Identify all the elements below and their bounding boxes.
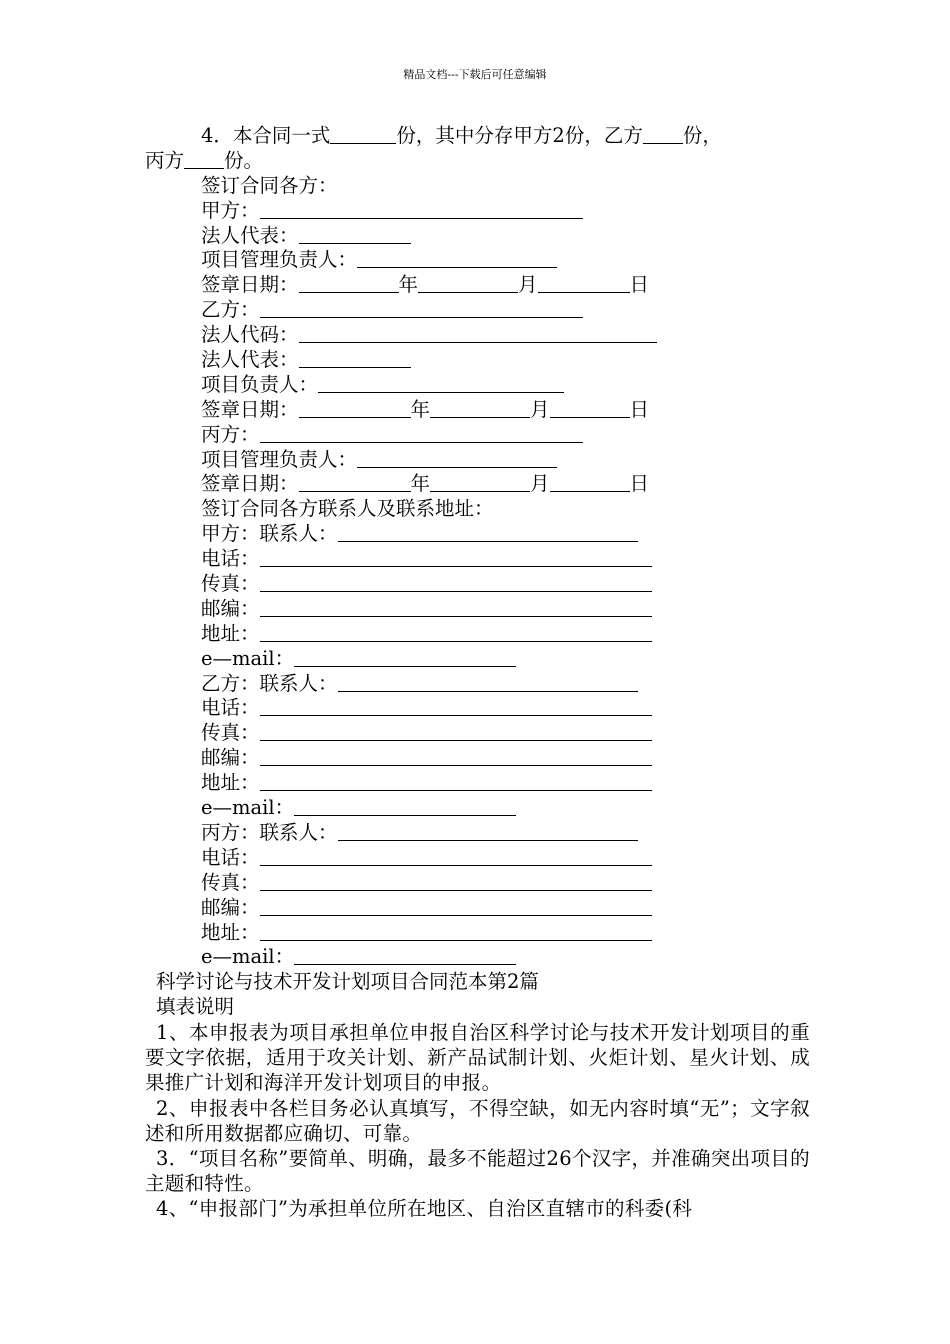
phone-label: 电话： bbox=[201, 547, 260, 571]
fax-label: 传真： bbox=[201, 572, 260, 596]
clause-4-text: 4．本合同一式 bbox=[201, 124, 331, 147]
party-a-row bbox=[145, 199, 810, 224]
day-field[interactable] bbox=[538, 274, 630, 293]
day-label: 日 bbox=[629, 273, 650, 297]
party-a-date-row bbox=[145, 273, 810, 298]
fax-field[interactable] bbox=[260, 573, 652, 592]
post-field[interactable] bbox=[260, 747, 652, 766]
party-b-date-row bbox=[145, 398, 810, 423]
fax-field[interactable] bbox=[260, 722, 652, 741]
contacts-title: 签订合同各方联系人及联系地址： bbox=[201, 497, 494, 521]
a-phone-row bbox=[145, 547, 810, 572]
year-label: 年 bbox=[410, 397, 431, 421]
email-field[interactable] bbox=[294, 946, 516, 965]
sign-title: 签订合同各方： bbox=[201, 173, 338, 197]
clause-4-text: 份。 bbox=[224, 148, 264, 172]
party-c-manager-row bbox=[145, 448, 810, 473]
month-field[interactable] bbox=[418, 274, 518, 293]
date-label: 签章日期： bbox=[201, 472, 299, 496]
legal-rep-field[interactable] bbox=[299, 349, 411, 368]
phone-field[interactable] bbox=[260, 548, 652, 567]
party-b-row bbox=[145, 298, 810, 323]
b-email-row bbox=[145, 796, 810, 821]
month-field[interactable] bbox=[430, 399, 530, 418]
c-email-row bbox=[145, 945, 810, 970]
address-label: 地址： bbox=[201, 621, 260, 645]
year-label: 年 bbox=[398, 273, 419, 297]
phone-label: 电话： bbox=[201, 696, 260, 720]
party-c-row bbox=[145, 423, 810, 448]
manager-label: 项目管理负责人： bbox=[201, 248, 358, 272]
fill-instructions-title: 填表说明 bbox=[156, 995, 235, 1019]
c-post-row bbox=[145, 896, 810, 921]
party-a-field[interactable] bbox=[260, 200, 583, 219]
party-a-rep-row bbox=[145, 224, 810, 249]
year-field[interactable] bbox=[299, 399, 411, 418]
c-fax-row bbox=[145, 871, 810, 896]
legal-code-label: 法人代码： bbox=[201, 323, 299, 347]
manager-field[interactable] bbox=[357, 449, 557, 468]
note-2: 2、申报表中各栏目务必认真填写，不得空缺，如无内容时填“无”；文字叙述和所用数据都应确切、可靠。 bbox=[145, 1096, 810, 1145]
phone-field[interactable] bbox=[260, 697, 652, 716]
phone-field[interactable] bbox=[260, 847, 652, 866]
b-post-row bbox=[145, 746, 810, 771]
year-label: 年 bbox=[410, 472, 431, 496]
legal-rep-field[interactable] bbox=[299, 225, 411, 244]
fax-field[interactable] bbox=[260, 872, 652, 891]
address-field[interactable] bbox=[260, 772, 652, 791]
fax-label: 传真： bbox=[201, 721, 260, 745]
party-a-label: 甲方： bbox=[201, 198, 260, 222]
party-c-label: 丙方： bbox=[201, 422, 260, 446]
party-c-field[interactable] bbox=[260, 424, 583, 443]
phone-label: 电话： bbox=[201, 845, 260, 869]
note-3: 3．“项目名称”要简单、明确，最多不能超过26个汉字，并准确突出项目的主题和特性。 bbox=[145, 1147, 810, 1196]
a-address-row bbox=[145, 622, 810, 647]
month-label: 月 bbox=[530, 397, 550, 421]
month-field[interactable] bbox=[430, 473, 530, 492]
party-b-rep-row bbox=[145, 348, 810, 373]
contact-field[interactable] bbox=[338, 673, 638, 692]
party-b-copies-blank[interactable] bbox=[643, 125, 683, 144]
b-address-row bbox=[145, 771, 810, 796]
address-field[interactable] bbox=[260, 623, 652, 642]
party-b-leader-row bbox=[145, 373, 810, 398]
a-post-row bbox=[145, 597, 810, 622]
day-field[interactable] bbox=[550, 399, 630, 418]
address-field[interactable] bbox=[260, 922, 652, 941]
contact-field[interactable] bbox=[338, 523, 638, 542]
article-title: 科学讨论与技术开发计划项目合同范本第2篇 bbox=[156, 970, 539, 994]
post-label: 邮编： bbox=[201, 596, 260, 620]
party-a-manager-row bbox=[145, 248, 810, 273]
clause-4-cont bbox=[145, 149, 810, 174]
clause-4-text: 份，其中分存甲方2份，乙方 bbox=[396, 124, 643, 147]
contact-label: 乙方：联系人： bbox=[201, 671, 338, 695]
contact-label: 丙方：联系人： bbox=[201, 820, 338, 844]
note-1: 1、本申报表为项目承担单位申报自治区科学讨论与技术开发计划项目的重要文字依据，适用于攻关计划、新产品试制计划、火炬计划、星火计划、成果推广计划和海洋开发计划项目的申报。 bbox=[145, 1021, 810, 1095]
page-header: 精品文档---下载后可任意编辑 bbox=[403, 68, 547, 81]
month-label: 月 bbox=[518, 273, 538, 297]
party-b-label: 乙方： bbox=[201, 298, 260, 322]
copies-blank[interactable] bbox=[330, 125, 396, 144]
party-b-field[interactable] bbox=[260, 299, 583, 318]
b-fax-row bbox=[145, 721, 810, 746]
address-label: 地址： bbox=[201, 771, 260, 795]
c-phone-row bbox=[145, 846, 810, 871]
manager-label: 项目管理负责人： bbox=[201, 447, 358, 471]
b-contact-row bbox=[145, 672, 810, 697]
note-4: 4、“申报部门”为承担单位所在地区、自治区直辖市的科委(科 bbox=[156, 1197, 693, 1221]
leader-field[interactable] bbox=[318, 374, 564, 393]
clause-4 bbox=[145, 124, 810, 149]
month-label: 月 bbox=[530, 472, 550, 496]
post-label: 邮编： bbox=[201, 746, 260, 770]
contact-label: 甲方：联系人： bbox=[201, 522, 338, 546]
leader-label: 项目负责人： bbox=[201, 372, 319, 396]
date-label: 签章日期： bbox=[201, 273, 299, 297]
b-phone-row bbox=[145, 696, 810, 721]
date-label: 签章日期： bbox=[201, 397, 299, 421]
email-field[interactable] bbox=[294, 648, 516, 667]
manager-field[interactable] bbox=[357, 249, 557, 268]
fax-label: 传真： bbox=[201, 870, 260, 894]
party-c-copies-blank[interactable] bbox=[184, 150, 224, 169]
a-contact-row bbox=[145, 522, 810, 547]
a-email-row bbox=[145, 647, 810, 672]
day-field[interactable] bbox=[550, 473, 630, 492]
post-label: 邮编： bbox=[201, 895, 260, 919]
party-c-date-row bbox=[145, 472, 810, 497]
year-field[interactable] bbox=[299, 473, 411, 492]
email-field[interactable] bbox=[294, 797, 516, 816]
address-label: 地址： bbox=[201, 920, 260, 944]
legal-code-field[interactable] bbox=[299, 324, 657, 343]
clause-4-text: 丙方 bbox=[145, 148, 185, 172]
c-contact-row bbox=[145, 821, 810, 846]
day-label: 日 bbox=[629, 472, 650, 496]
post-field[interactable] bbox=[260, 598, 652, 617]
contract-body bbox=[145, 124, 810, 1222]
contact-field[interactable] bbox=[338, 822, 638, 841]
c-address-row bbox=[145, 921, 810, 946]
a-fax-row bbox=[145, 572, 810, 597]
legal-rep-label: 法人代表： bbox=[201, 348, 299, 372]
email-label: e—mail： bbox=[201, 945, 295, 969]
legal-rep-label: 法人代表： bbox=[201, 223, 299, 247]
year-field[interactable] bbox=[299, 274, 399, 293]
email-label: e—mail： bbox=[201, 796, 295, 820]
party-b-code-row bbox=[145, 323, 810, 348]
clause-4-text: 份， bbox=[682, 124, 722, 147]
email-label: e—mail： bbox=[201, 646, 295, 670]
day-label: 日 bbox=[629, 397, 650, 421]
post-field[interactable] bbox=[260, 897, 652, 916]
